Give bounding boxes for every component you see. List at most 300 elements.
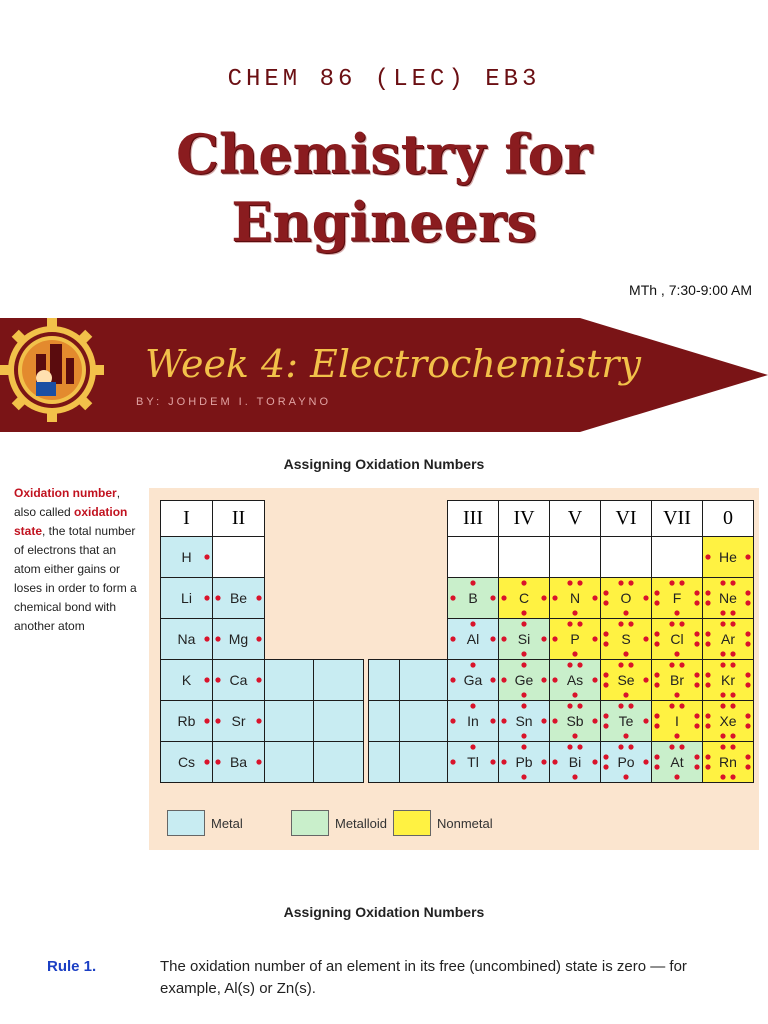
valence-electron-dot	[628, 580, 633, 585]
element-symbol: Tl	[467, 754, 479, 770]
element-symbol: F	[672, 590, 682, 606]
valence-electron-dot	[521, 774, 526, 779]
valence-electron-dot	[679, 744, 684, 749]
valence-electron-dot	[720, 662, 725, 667]
valence-electron-dot	[694, 754, 699, 759]
element-symbol: Ge	[514, 672, 534, 688]
valence-electron-dot	[730, 744, 735, 749]
valence-electron-dot	[618, 703, 623, 708]
valence-electron-dot	[215, 718, 220, 723]
valence-electron-dot	[694, 590, 699, 595]
author-byline: BY: JOHDEM I. TORAYNO	[136, 396, 332, 408]
valence-electron-dot	[501, 759, 506, 764]
element-symbol: Sr	[231, 713, 246, 729]
element-cell-ga	[447, 659, 499, 701]
element-cell-kr	[702, 659, 754, 701]
element-cell-cl	[651, 618, 703, 660]
valence-electron-dot	[490, 759, 495, 764]
valence-electron-dot	[705, 754, 710, 759]
valence-electron-dot	[572, 733, 577, 738]
valence-electron-dot	[694, 641, 699, 646]
valence-electron-dot	[603, 723, 608, 728]
valence-electron-dot	[730, 651, 735, 656]
valence-electron-dot	[643, 759, 648, 764]
valence-electron-dot	[592, 677, 597, 682]
element-symbol: Xe	[719, 713, 737, 729]
valence-electron-dot	[679, 703, 684, 708]
valence-electron-dot	[572, 651, 577, 656]
element-cell-at	[651, 741, 703, 783]
valence-electron-dot	[654, 631, 659, 636]
transition-metal-cell	[399, 700, 448, 742]
definition-text-1: , also called	[14, 486, 121, 519]
element-cell-rn	[702, 741, 754, 783]
valence-electron-dot	[552, 636, 557, 641]
element-cell-cs	[160, 741, 213, 783]
element-cell-se	[600, 659, 652, 701]
transition-metal-cell	[399, 659, 448, 701]
valence-electron-dot	[623, 733, 628, 738]
group-header: I	[160, 500, 213, 537]
valence-electron-dot	[501, 677, 506, 682]
rule-label: Rule 1.	[47, 958, 97, 975]
valence-electron-dot	[705, 600, 710, 605]
element-cell-ne	[702, 577, 754, 619]
element-cell-br	[651, 659, 703, 701]
valence-electron-dot	[603, 590, 608, 595]
valence-electron-dot	[705, 764, 710, 769]
valence-electron-dot	[628, 662, 633, 667]
element-cell-si	[498, 618, 550, 660]
element-cell-ge	[498, 659, 550, 701]
valence-electron-dot	[705, 590, 710, 595]
valence-electron-dot	[204, 759, 209, 764]
valence-electron-dot	[204, 554, 209, 559]
valence-electron-dot	[501, 718, 506, 723]
element-cell-mg	[212, 618, 265, 660]
group-header: II	[212, 500, 265, 537]
valence-electron-dot	[669, 703, 674, 708]
element-symbol: Rn	[719, 754, 737, 770]
valence-electron-dot	[521, 662, 526, 667]
valence-electron-dot	[618, 662, 623, 667]
element-symbol: Si	[517, 631, 531, 647]
valence-electron-dot	[450, 718, 455, 723]
element-cell-pb	[498, 741, 550, 783]
valence-electron-dot	[628, 703, 633, 708]
element-symbol: P	[570, 631, 580, 647]
element-symbol: Mg	[228, 631, 249, 647]
valence-electron-dot	[745, 764, 750, 769]
transition-metal-cell	[313, 741, 364, 783]
valence-electron-dot	[501, 595, 506, 600]
element-symbol: Sb	[566, 713, 584, 729]
valence-electron-dot	[705, 713, 710, 718]
element-symbol: K	[181, 672, 192, 688]
legend-swatch-metalloid	[291, 810, 329, 836]
group-header: VII	[651, 500, 703, 537]
valence-electron-dot	[603, 631, 608, 636]
valence-electron-dot	[720, 692, 725, 697]
valence-electron-dot	[720, 580, 725, 585]
valence-electron-dot	[679, 662, 684, 667]
valence-electron-dot	[618, 744, 623, 749]
course-title	[0, 120, 768, 256]
element-symbol: Rb	[177, 713, 196, 729]
empty-cell	[498, 536, 550, 578]
valence-electron-dot	[603, 764, 608, 769]
course-title-line2: Engineers	[231, 190, 537, 254]
valence-electron-dot	[720, 651, 725, 656]
element-symbol: C	[518, 590, 530, 606]
valence-electron-dot	[470, 621, 475, 626]
valence-electron-dot	[720, 621, 725, 626]
valence-electron-dot	[705, 641, 710, 646]
valence-electron-dot	[745, 641, 750, 646]
valence-electron-dot	[215, 677, 220, 682]
valence-electron-dot	[567, 621, 572, 626]
transition-metal-cell	[399, 741, 448, 783]
transition-metal-cell	[368, 659, 401, 701]
element-cell-s	[600, 618, 652, 660]
valence-electron-dot	[745, 682, 750, 687]
element-cell-be	[212, 577, 265, 619]
valence-electron-dot	[730, 662, 735, 667]
valence-electron-dot	[592, 595, 597, 600]
valence-electron-dot	[643, 718, 648, 723]
valence-electron-dot	[720, 774, 725, 779]
element-symbol: Pb	[515, 754, 533, 770]
valence-electron-dot	[679, 621, 684, 626]
element-symbol: Cl	[670, 631, 684, 647]
valence-electron-dot	[204, 636, 209, 641]
valence-electron-dot	[521, 610, 526, 615]
valence-electron-dot	[552, 718, 557, 723]
valence-electron-dot	[674, 692, 679, 697]
element-symbol: In	[467, 713, 479, 729]
valence-electron-dot	[745, 554, 750, 559]
element-cell-h	[160, 536, 213, 578]
valence-electron-dot	[720, 703, 725, 708]
valence-electron-dot	[577, 580, 582, 585]
valence-electron-dot	[592, 636, 597, 641]
valence-electron-dot	[256, 677, 261, 682]
element-symbol: Be	[229, 590, 248, 606]
element-symbol: Sn	[515, 713, 533, 729]
valence-electron-dot	[204, 677, 209, 682]
valence-electron-dot	[720, 744, 725, 749]
section-heading-1: Assigning Oxidation Numbers	[283, 456, 485, 472]
valence-electron-dot	[669, 580, 674, 585]
valence-electron-dot	[745, 672, 750, 677]
valence-electron-dot	[603, 682, 608, 687]
valence-electron-dot	[577, 703, 582, 708]
valence-electron-dot	[628, 744, 633, 749]
element-symbol: Cs	[177, 754, 196, 770]
element-symbol: Ar	[721, 631, 735, 647]
week-title: Week 4: Electrochemistry	[145, 342, 641, 386]
element-symbol: Po	[617, 754, 635, 770]
valence-electron-dot	[577, 662, 582, 667]
element-symbol: As	[566, 672, 584, 688]
group-header: VI	[600, 500, 652, 537]
course-title-line1: Chemistry for	[176, 122, 592, 186]
valence-electron-dot	[592, 759, 597, 764]
valence-electron-dot	[705, 631, 710, 636]
valence-electron-dot	[654, 754, 659, 759]
valence-electron-dot	[705, 682, 710, 687]
element-cell-xe	[702, 700, 754, 742]
valence-electron-dot	[592, 718, 597, 723]
element-symbol: He	[719, 549, 737, 565]
element-cell-k	[160, 659, 213, 701]
valence-electron-dot	[674, 733, 679, 738]
group-header: V	[549, 500, 601, 537]
valence-electron-dot	[567, 703, 572, 708]
valence-electron-dot	[541, 718, 546, 723]
element-cell-ar	[702, 618, 754, 660]
transition-metal-cell	[368, 741, 401, 783]
valence-electron-dot	[745, 754, 750, 759]
valence-electron-dot	[679, 580, 684, 585]
element-cell-i	[651, 700, 703, 742]
element-cell-po	[600, 741, 652, 783]
valence-electron-dot	[669, 621, 674, 626]
element-cell-ca	[212, 659, 265, 701]
element-cell-as	[549, 659, 601, 701]
valence-electron-dot	[745, 723, 750, 728]
element-symbol: Ne	[719, 590, 737, 606]
valence-electron-dot	[567, 662, 572, 667]
element-symbol: O	[620, 590, 632, 606]
valence-electron-dot	[694, 672, 699, 677]
valence-electron-dot	[674, 610, 679, 615]
valence-electron-dot	[745, 600, 750, 605]
valence-electron-dot	[654, 682, 659, 687]
valence-electron-dot	[521, 692, 526, 697]
valence-electron-dot	[694, 713, 699, 718]
valence-electron-dot	[470, 703, 475, 708]
valence-electron-dot	[521, 651, 526, 656]
definition-term-1: Oxidation number	[14, 486, 117, 500]
valence-electron-dot	[256, 636, 261, 641]
element-cell-sn	[498, 700, 550, 742]
element-symbol: Se	[617, 672, 635, 688]
valence-electron-dot	[567, 744, 572, 749]
valence-electron-dot	[674, 651, 679, 656]
valence-electron-dot	[654, 713, 659, 718]
valence-electron-dot	[654, 600, 659, 605]
valence-electron-dot	[705, 723, 710, 728]
element-symbol: H	[181, 549, 192, 565]
valence-electron-dot	[654, 672, 659, 677]
legend-label-metalloid: Metalloid	[335, 816, 388, 831]
rule-text: The oxidation number of an element in its free (uncombined) state is zero — for example, Al(s) or Zn(s).	[160, 958, 687, 997]
definition-text-2: , the total number of electrons that an atom either gains or loses in order to form a chemical bond with another atom	[14, 524, 137, 633]
element-cell-sr	[212, 700, 265, 742]
valence-electron-dot	[623, 610, 628, 615]
oxidation-number-definition	[14, 484, 144, 636]
element-cell-bi	[549, 741, 601, 783]
transition-metal-cell	[368, 700, 401, 742]
element-symbol: Li	[181, 590, 192, 606]
valence-electron-dot	[541, 677, 546, 682]
legend-swatch-metal	[167, 810, 205, 836]
valence-electron-dot	[490, 677, 495, 682]
valence-electron-dot	[470, 580, 475, 585]
valence-electron-dot	[572, 692, 577, 697]
empty-cell	[600, 536, 652, 578]
element-cell-n	[549, 577, 601, 619]
valence-electron-dot	[669, 662, 674, 667]
valence-electron-dot	[450, 595, 455, 600]
valence-electron-dot	[730, 703, 735, 708]
valence-electron-dot	[694, 723, 699, 728]
element-symbol: Bi	[568, 754, 582, 770]
element-symbol: Kr	[721, 672, 735, 688]
valence-electron-dot	[450, 636, 455, 641]
legend-label-metal: Metal	[211, 816, 243, 831]
group-header: 0	[702, 500, 754, 537]
valence-electron-dot	[705, 554, 710, 559]
class-schedule: MTh , 7:30-9:00 AM	[629, 282, 752, 298]
transition-metal-cell	[313, 700, 364, 742]
element-cell-p	[549, 618, 601, 660]
valence-electron-dot	[654, 723, 659, 728]
empty-cell	[212, 536, 265, 578]
element-cell-sb	[549, 700, 601, 742]
valence-electron-dot	[215, 759, 220, 764]
element-cell-te	[600, 700, 652, 742]
valence-electron-dot	[552, 595, 557, 600]
valence-electron-dot	[603, 754, 608, 759]
valence-electron-dot	[745, 631, 750, 636]
group-header: III	[447, 500, 499, 537]
valence-electron-dot	[215, 595, 220, 600]
valence-electron-dot	[204, 718, 209, 723]
empty-cell	[447, 536, 499, 578]
element-symbol: Ba	[229, 754, 248, 770]
element-symbol: Ca	[229, 672, 248, 688]
element-cell-b	[447, 577, 499, 619]
valence-electron-dot	[603, 641, 608, 646]
group-header: IV	[498, 500, 550, 537]
element-cell-tl	[447, 741, 499, 783]
valence-electron-dot	[541, 595, 546, 600]
valence-electron-dot	[720, 733, 725, 738]
element-cell-li	[160, 577, 213, 619]
empty-cell	[549, 536, 601, 578]
element-cell-in	[447, 700, 499, 742]
valence-electron-dot	[694, 682, 699, 687]
element-symbol: Te	[618, 713, 634, 729]
element-symbol: Al	[466, 631, 480, 647]
valence-electron-dot	[730, 733, 735, 738]
empty-cell	[651, 536, 703, 578]
valence-electron-dot	[521, 744, 526, 749]
valence-electron-dot	[567, 580, 572, 585]
valence-electron-dot	[730, 692, 735, 697]
valence-electron-dot	[256, 759, 261, 764]
valence-electron-dot	[654, 764, 659, 769]
valence-electron-dot	[643, 677, 648, 682]
valence-electron-dot	[705, 672, 710, 677]
valence-electron-dot	[215, 636, 220, 641]
valence-electron-dot	[572, 610, 577, 615]
element-cell-al	[447, 618, 499, 660]
legend-swatch-nonmetal	[393, 810, 431, 836]
valence-electron-dot	[643, 595, 648, 600]
element-cell-ba	[212, 741, 265, 783]
valence-electron-dot	[603, 713, 608, 718]
valence-electron-dot	[618, 580, 623, 585]
course-code: CHEM 86 (LEC) EB3	[227, 66, 541, 93]
element-symbol: I	[675, 713, 679, 729]
valence-electron-dot	[730, 580, 735, 585]
element-symbol: Br	[670, 672, 684, 688]
valence-electron-dot	[572, 774, 577, 779]
transition-metal-cell	[263, 741, 314, 783]
valence-electron-dot	[541, 759, 546, 764]
valence-electron-dot	[745, 590, 750, 595]
valence-electron-dot	[577, 744, 582, 749]
valence-electron-dot	[720, 610, 725, 615]
valence-electron-dot	[204, 595, 209, 600]
valence-electron-dot	[730, 621, 735, 626]
valence-electron-dot	[490, 636, 495, 641]
element-cell-c	[498, 577, 550, 619]
valence-electron-dot	[541, 636, 546, 641]
valence-electron-dot	[521, 703, 526, 708]
valence-electron-dot	[745, 713, 750, 718]
section-heading-2: Assigning Oxidation Numbers	[283, 904, 485, 920]
valence-electron-dot	[694, 600, 699, 605]
valence-electron-dot	[603, 672, 608, 677]
valence-electron-dot	[603, 600, 608, 605]
element-cell-na	[160, 618, 213, 660]
valence-electron-dot	[552, 759, 557, 764]
valence-electron-dot	[450, 759, 455, 764]
element-symbol: Na	[177, 631, 196, 647]
valence-electron-dot	[623, 774, 628, 779]
valence-electron-dot	[694, 631, 699, 636]
valence-electron-dot	[490, 595, 495, 600]
element-symbol: At	[670, 754, 684, 770]
valence-electron-dot	[256, 595, 261, 600]
valence-electron-dot	[521, 733, 526, 738]
valence-electron-dot	[669, 744, 674, 749]
valence-electron-dot	[618, 621, 623, 626]
valence-electron-dot	[256, 718, 261, 723]
valence-electron-dot	[674, 774, 679, 779]
periodic-table-diagram	[149, 488, 759, 850]
valence-electron-dot	[730, 774, 735, 779]
valence-electron-dot	[470, 662, 475, 667]
legend-label-nonmetal: Nonmetal	[437, 816, 493, 831]
element-symbol: Ga	[463, 672, 483, 688]
valence-electron-dot	[521, 580, 526, 585]
element-cell-he	[702, 536, 754, 578]
valence-electron-dot	[623, 651, 628, 656]
valence-electron-dot	[521, 621, 526, 626]
definition-term-2: oxidation state	[14, 505, 128, 538]
valence-electron-dot	[490, 718, 495, 723]
week-banner	[0, 318, 768, 432]
valence-electron-dot	[577, 621, 582, 626]
valence-electron-dot	[654, 641, 659, 646]
valence-electron-dot	[470, 744, 475, 749]
valence-electron-dot	[623, 692, 628, 697]
